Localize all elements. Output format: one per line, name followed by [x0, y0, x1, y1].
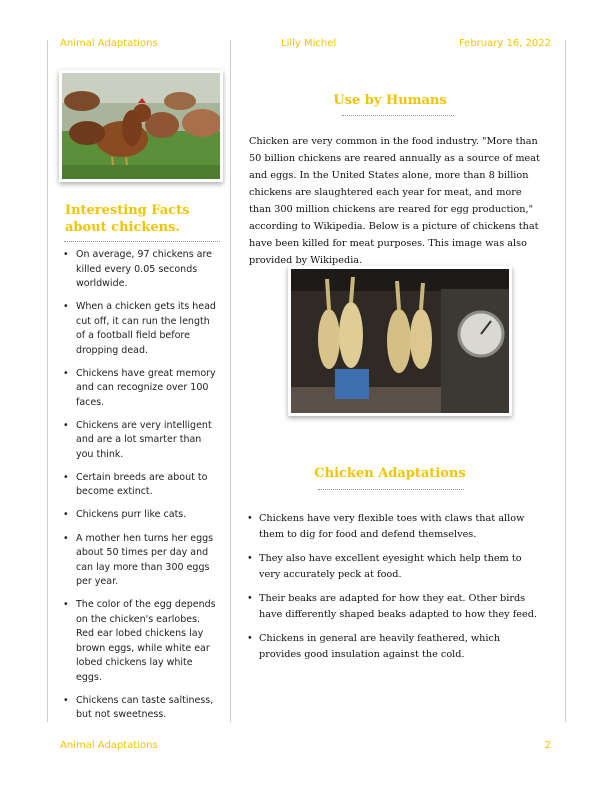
adaptations-list	[247, 511, 545, 671]
fact-item: • On average, 97 chickens are killed every 0.05 seconds worldwide.	[60, 248, 218, 292]
footer-left: Animal Adaptations	[60, 740, 158, 751]
use-by-humans-title: Use by Humans	[333, 93, 447, 108]
hens-illustration	[62, 73, 220, 179]
fact-item: • Chickens are very intelligent and are a lot smarter than you think.	[60, 419, 218, 463]
market-illustration	[291, 269, 509, 413]
column-divider-rule	[230, 40, 231, 722]
use-by-humans-paragraph: Chicken are very common in the food industry. "More than 50 billion chickens are reared annually as a source of meat and eggs. In the United States alone, more than 8 billion chickens are slaughtered each year for meat, and more than 300 million chickens are reared for egg production," according to Wikipedia. Below is a picture of chickens that have been killed for meat purposes. This image was also provided by Wikipedia.	[249, 136, 540, 266]
right-margin-rule	[565, 40, 566, 722]
adaptation-item: • Their beaks are adapted for how they eat. Other birds have differently shaped beaks adapted to how they feed.	[247, 591, 545, 623]
hens-in-field-photo	[59, 70, 223, 182]
header-author: Lilly Michel	[281, 38, 337, 49]
facts-title-divider	[64, 241, 220, 242]
fact-item: • When a chicken gets its head cut off, it can run the length of a football field before dropping dead.	[60, 300, 218, 358]
facts-list	[60, 248, 218, 731]
header-left: Animal Adaptations	[60, 38, 158, 49]
header-date: February 16, 2022	[458, 38, 551, 49]
fact-item: • Chickens can taste saltiness, but not sweetness.	[60, 694, 218, 723]
adaptation-item: • They also have excellent eyesight which help them to very accurately peck at food.	[247, 551, 545, 583]
page-number: 2	[544, 740, 551, 751]
chicken-adaptations-title: Chicken Adaptations	[314, 466, 466, 481]
adaptation-item: • Chickens have very flexible toes with claws that allow them to dig for food and defend themselves.	[247, 511, 545, 543]
fact-item: • Chickens purr like cats.	[60, 508, 218, 523]
fact-item: • A mother hen turns her eggs about 50 times per day and can lay more than 300 eggs per year.	[60, 532, 218, 590]
fact-item: • Certain breeds are about to become extinct.	[60, 471, 218, 500]
left-margin-rule	[47, 40, 48, 722]
adaptation-item: • Chickens in general are heavily feathered, which provides good insulation against the cold.	[247, 631, 545, 663]
fact-item: • The color of the egg depends on the chicken's earlobes. Red ear lobed chickens lay brown eggs, while white ear lobed chickens lay white eggs.	[60, 598, 218, 685]
slaughtered-chickens-photo	[288, 266, 512, 416]
use-title-divider	[342, 115, 454, 116]
fact-item: • Chickens have great memory and can recognize over 100 faces.	[60, 367, 218, 411]
facts-title: Interesting Facts about chickens.	[65, 203, 190, 235]
adaptations-title-divider	[318, 489, 464, 490]
